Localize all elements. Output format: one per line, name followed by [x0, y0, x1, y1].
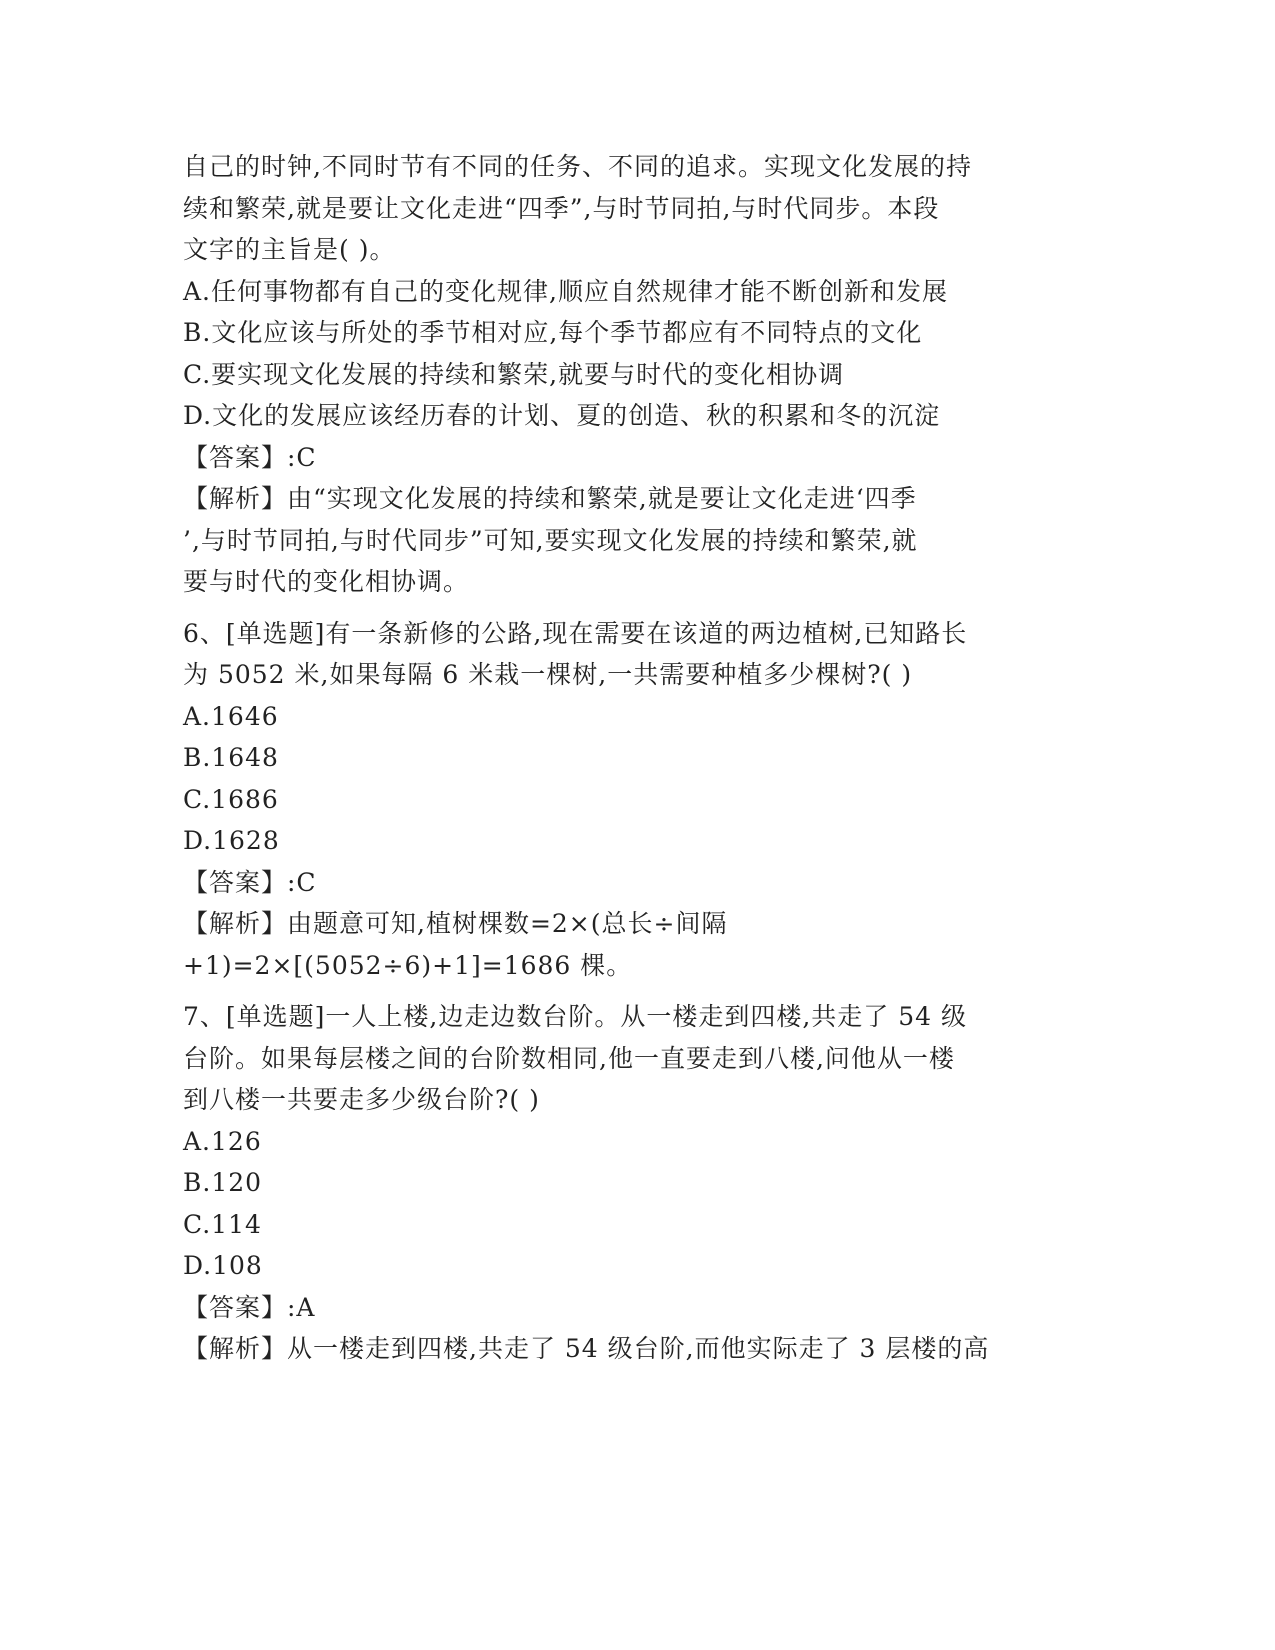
question-text-line: 7、[单选题]一人上楼,边走边数台阶。从一楼走到四楼,共走了 54 级: [183, 1002, 968, 1031]
option-a: A.126: [183, 1126, 262, 1156]
option-d: D.108: [183, 1251, 263, 1280]
option-b: B.文化应该与所处的季节相对应,每个季节都应有不同特点的文化: [183, 318, 923, 347]
question-text-line: 自己的时钟,不同时节有不同的任务、不同的追求。实现文化发展的持: [183, 152, 972, 181]
question-text-line: 台阶。如果每层楼之间的台阶数相同,他一直要走到八楼,问他从一楼: [183, 1043, 955, 1073]
option-b: B.1648: [183, 743, 279, 772]
option-a: A.1646: [183, 701, 279, 731]
section-spacer: [183, 986, 1043, 996]
question-text-line: 6、[单选题]有一条新修的公路,现在需要在该道的两边植树,已知路长: [183, 618, 968, 648]
question-7: [183, 996, 1043, 1370]
explanation-line: 【解析】由“实现文化发展的持续和繁荣,就是要让文化走进‘四季: [183, 484, 917, 513]
explanation-line: ’,与时节同拍,与时代同步”可知,要实现文化发展的持续和繁荣,就: [183, 525, 918, 555]
explanation-line: +1)=2×[(5052÷6)+1]=1686 棵。: [183, 950, 633, 980]
option-d: D.1628: [183, 826, 280, 855]
question-5-continued: [183, 146, 1043, 603]
question-6: [183, 613, 1043, 987]
option-c: C.要实现文化发展的持续和繁荣,就要与时代的变化相协调: [183, 359, 845, 389]
option-d: D.文化的发展应该经历春的计划、夏的创造、秋的积累和冬的沉淀: [183, 401, 941, 430]
section-spacer: [183, 603, 1043, 613]
option-c: C.1686: [183, 784, 279, 814]
option-a: A.任何事物都有自己的变化规律,顺应自然规律才能不断创新和发展: [183, 276, 948, 306]
question-text-line: 为 5052 米,如果每隔 6 米栽一棵树,一共需要种植多少棵树?( ): [183, 660, 913, 689]
question-text-line: 文字的主旨是( )。: [183, 235, 396, 264]
explanation-line: 【解析】从一楼走到四楼,共走了 54 级台阶,而他实际走了 3 层楼的高: [183, 1334, 990, 1363]
answer-line: 【答案】:C: [183, 867, 317, 897]
answer-line: 【答案】:C: [183, 442, 317, 472]
document-content: [183, 146, 1043, 1370]
question-text-line: 续和繁荣,就是要让文化走进“四季”,与时节同拍,与时代同步。本段: [183, 193, 940, 223]
question-text-line: 到八楼一共要走多少级台阶?( ): [183, 1085, 540, 1114]
option-c: C.114: [183, 1209, 262, 1239]
explanation-line: 要与时代的变化相协调。: [183, 567, 470, 596]
option-b: B.120: [183, 1168, 263, 1197]
explanation-line: 【解析】由题意可知,植树棵数=2×(总长÷间隔: [183, 909, 728, 938]
answer-line: 【答案】:A: [183, 1292, 316, 1322]
